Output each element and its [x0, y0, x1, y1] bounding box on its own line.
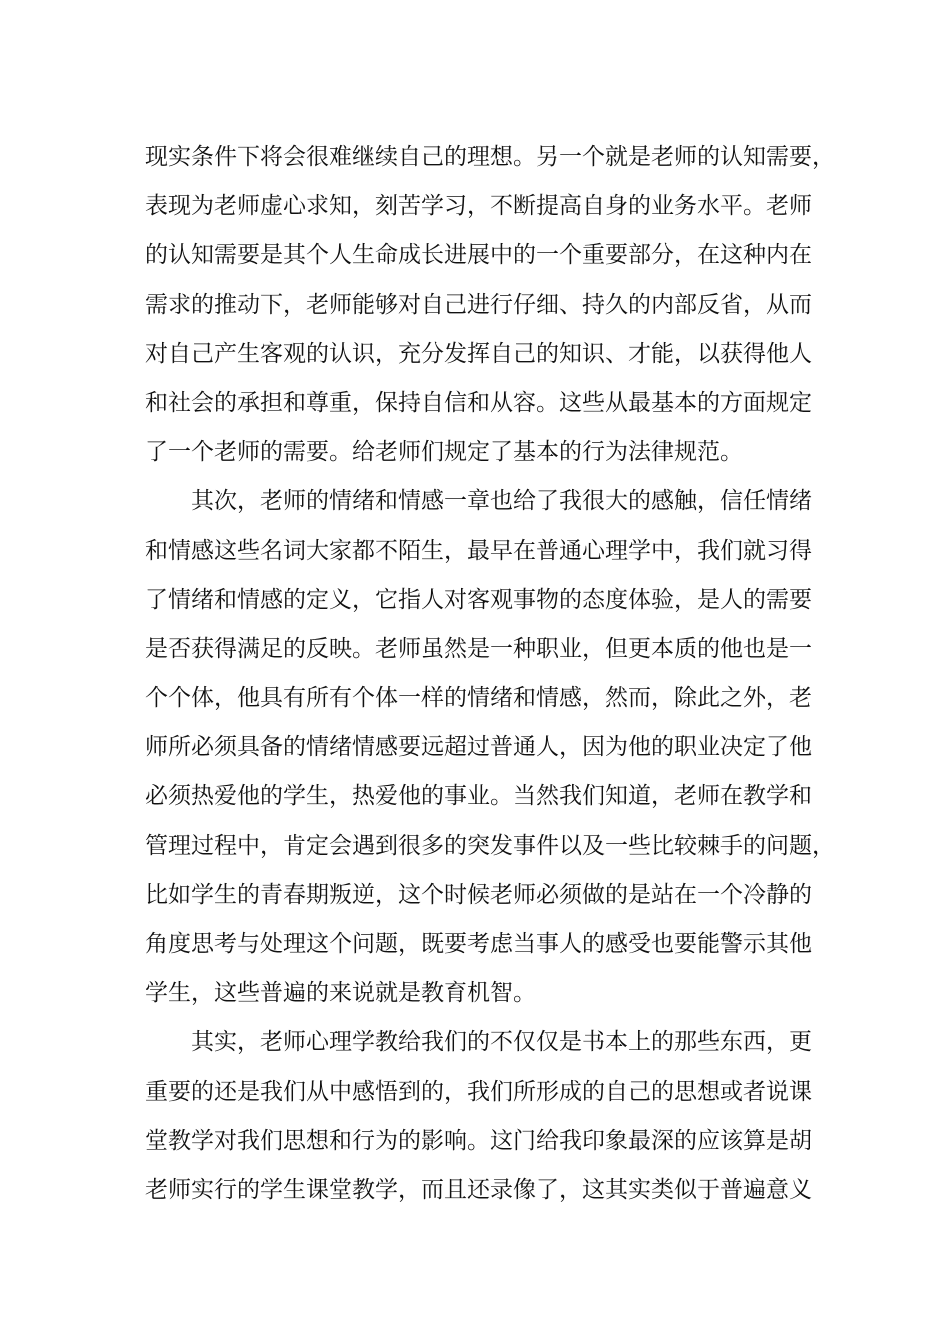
text-line: 了一个老师的需要。给老师们规定了基本的行为法律规范。: [145, 439, 743, 466]
text-line: 师所必须具备的情绪情感要远超过普通人，因为他的职业决定了他: [145, 734, 812, 761]
text-line: 学生，这些普遍的来说就是教育机智。: [145, 980, 536, 1007]
body-text: [145, 133, 835, 1215]
text-line: 对自己产生客观的认识，充分发挥自己的知识、才能，以获得他人: [145, 340, 812, 367]
text-line: 管理过程中，肯定会遇到很多的突发事件以及一些比较棘手的问题，: [145, 832, 835, 859]
text-line: 比如学生的青春期叛逆，这个时候老师必须做的是站在一个冷静的: [145, 881, 812, 908]
text-line: 老师实行的学生课堂教学，而且还录像了，这其实类似于普遍意义: [145, 1176, 812, 1203]
text-line: 堂教学对我们思想和行为的影响。这门给我印象最深的应该算是胡: [145, 1127, 812, 1154]
text-line: 和情感这些名词大家都不陌生，最早在普通心理学中，我们就习得: [145, 537, 812, 564]
text-line: 的认知需要是其个人生命成长进展中的一个重要部分，在这种内在: [145, 242, 812, 269]
text-line: 和社会的承担和尊重，保持自信和从容。这些从最基本的方面规定: [145, 389, 812, 416]
text-line: 重要的还是我们从中感悟到的，我们所形成的自己的思想或者说课: [145, 1078, 812, 1105]
text-line: 其次，老师的情绪和情感一章也给了我很大的感触，信任情绪: [191, 488, 812, 515]
text-line: 其实，老师心理学教给我们的不仅仅是书本上的那些东西，更: [191, 1029, 812, 1056]
text-line: 必须热爱他的学生，热爱他的事业。当然我们知道，老师在教学和: [145, 783, 812, 810]
text-line: 表现为老师虚心求知，刻苦学习，不断提高自身的业务水平。老师: [145, 193, 812, 220]
text-line: 角度思考与处理这个问题，既要考虑当事人的感受也要能警示其他: [145, 931, 812, 957]
text-line: 个个体，他具有所有个体一样的情绪和情感，然而，除此之外，老: [145, 685, 812, 712]
text-line: 是否获得满足的反映。老师虽然是一种职业，但更本质的他也是一: [145, 635, 812, 662]
text-line: 了情绪和情感的定义，它指人对客观事物的态度体验，是人的需要: [145, 586, 812, 613]
text-line: 需求的推动下，老师能够对自己进行仔细、持久的内部反省，从而: [145, 291, 812, 318]
text-line: 现实条件下将会很难继续自己的理想。另一个就是老师的认知需要，: [145, 144, 835, 170]
